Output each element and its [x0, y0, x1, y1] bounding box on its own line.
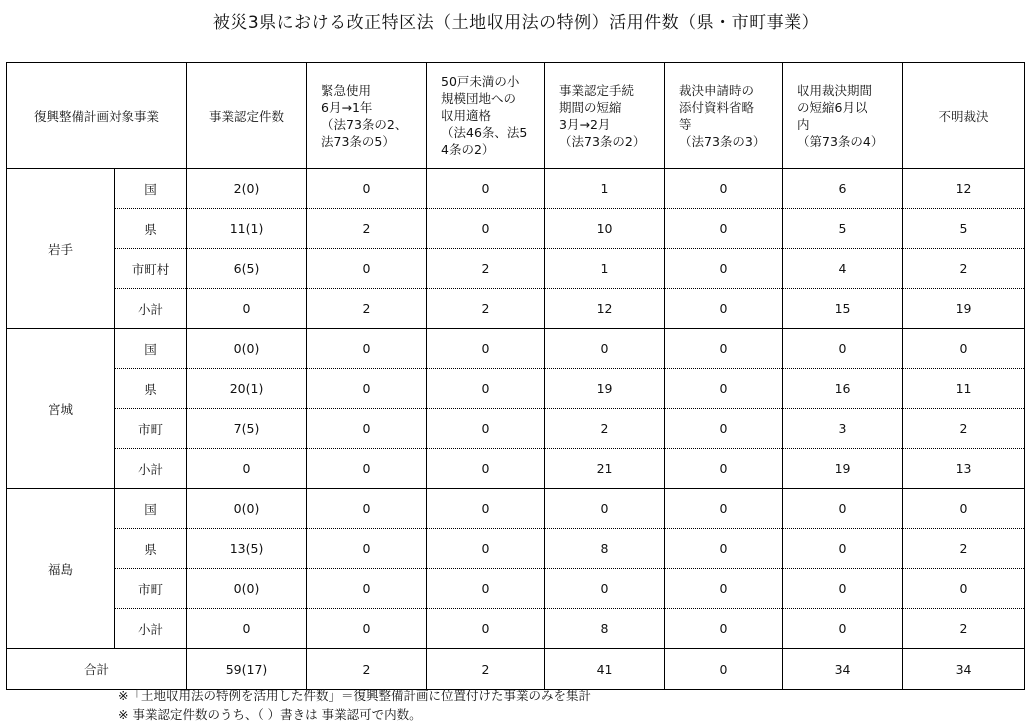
table-row — [7, 449, 1025, 489]
table-cell: 0 — [427, 369, 545, 409]
project-type-label: 国 — [115, 329, 187, 369]
table-cell: 0 — [307, 489, 427, 529]
table-cell: 2 — [903, 529, 1025, 569]
prefecture-label: 宮城 — [7, 329, 115, 489]
table-cell: 0 — [665, 409, 783, 449]
table-cell: 0 — [427, 209, 545, 249]
table-cell: 2 — [545, 409, 665, 449]
table-cell: 2 — [427, 289, 545, 329]
project-type-label: 県 — [115, 209, 187, 249]
project-type-label: 市町 — [115, 569, 187, 609]
header-approval-count: 事業認定件数 — [187, 63, 307, 169]
total-cell: 0 — [665, 649, 783, 690]
table-cell: 19 — [903, 289, 1025, 329]
table-cell: 2 — [427, 249, 545, 289]
project-type-label: 国 — [115, 169, 187, 209]
table-cell: 6 — [783, 169, 903, 209]
prefecture-label: 岩手 — [7, 169, 115, 329]
table-cell: 0 — [187, 609, 307, 649]
table-cell: 13 — [903, 449, 1025, 489]
table-cell: 0 — [665, 609, 783, 649]
table-cell: 0 — [783, 569, 903, 609]
table-cell: 0(0) — [187, 489, 307, 529]
table-cell: 0 — [307, 169, 427, 209]
table-row — [7, 329, 1025, 369]
table-cell: 0 — [307, 569, 427, 609]
table-cell: 0 — [665, 329, 783, 369]
table-cell: 0 — [665, 289, 783, 329]
table-cell: 0 — [665, 449, 783, 489]
total-cell: 34 — [783, 649, 903, 690]
project-type-label: 国 — [115, 489, 187, 529]
table-cell: 2 — [903, 609, 1025, 649]
header-unknown-ruling: 不明裁決 — [903, 63, 1025, 169]
table-cell: 6(5) — [187, 249, 307, 289]
table-cell: 5 — [903, 209, 1025, 249]
table-row — [7, 249, 1025, 289]
table-cell: 0 — [427, 529, 545, 569]
table-cell: 3 — [783, 409, 903, 449]
table-cell: 13(5) — [187, 529, 307, 569]
table-cell: 10 — [545, 209, 665, 249]
table-cell: 2 — [307, 209, 427, 249]
project-type-label: 県 — [115, 529, 187, 569]
header-approval-shortening: 事業認定手続 期間の短縮 3月→2月 （法73条の2） — [545, 63, 665, 169]
table-cell: 0(0) — [187, 569, 307, 609]
table-row — [7, 369, 1025, 409]
header-target-project: 復興整備計画対象事業 — [7, 63, 187, 169]
table-cell: 0 — [427, 569, 545, 609]
table-cell: 2(0) — [187, 169, 307, 209]
header-emergency-use: 緊急使用 6月→1年 （法73条の2、 法73条の5） — [307, 63, 427, 169]
table-cell: 0 — [427, 449, 545, 489]
table-cell: 21 — [545, 449, 665, 489]
table-cell: 0 — [545, 569, 665, 609]
table-cell: 0 — [903, 489, 1025, 529]
total-cell: 2 — [307, 649, 427, 690]
table-cell: 0 — [665, 489, 783, 529]
table-cell: 2 — [307, 289, 427, 329]
table-row — [7, 609, 1025, 649]
table-cell: 0 — [307, 529, 427, 569]
project-type-label: 市町村 — [115, 249, 187, 289]
total-label: 合計 — [7, 649, 187, 690]
table-cell: 0 — [427, 329, 545, 369]
table-cell: 0 — [427, 489, 545, 529]
total-cell: 41 — [545, 649, 665, 690]
table-row — [7, 529, 1025, 569]
table-row — [7, 569, 1025, 609]
table-cell: 0 — [307, 449, 427, 489]
table-cell: 1 — [545, 169, 665, 209]
table-cell: 7(5) — [187, 409, 307, 449]
project-type-label: 市町 — [115, 409, 187, 449]
table-cell: 0 — [187, 289, 307, 329]
total-cell: 2 — [427, 649, 545, 690]
table-cell: 1 — [545, 249, 665, 289]
table-row — [7, 209, 1025, 249]
header-row — [7, 63, 1025, 169]
table-cell: 0 — [307, 249, 427, 289]
table-cell: 0 — [783, 609, 903, 649]
project-type-label: 小計 — [115, 609, 187, 649]
table-cell: 0 — [665, 249, 783, 289]
table-cell: 0 — [187, 449, 307, 489]
page-title: 被災3県における改正特区法（土地収用法の特例）活用件数（県・市町事業） — [212, 13, 820, 33]
table-cell: 0 — [307, 329, 427, 369]
table-cell: 11 — [903, 369, 1025, 409]
table-cell: 0 — [665, 209, 783, 249]
table-row — [7, 169, 1025, 209]
table-cell: 0 — [545, 329, 665, 369]
table-cell: 0 — [427, 169, 545, 209]
table-cell: 0 — [307, 369, 427, 409]
table-cell: 0 — [307, 409, 427, 449]
table-cell: 2 — [903, 409, 1025, 449]
table-cell: 20(1) — [187, 369, 307, 409]
table-cell: 0 — [665, 369, 783, 409]
table-cell: 12 — [903, 169, 1025, 209]
prefecture-label: 福島 — [7, 489, 115, 649]
table-cell: 0 — [427, 409, 545, 449]
table-cell: 0 — [665, 169, 783, 209]
project-type-label: 小計 — [115, 289, 187, 329]
project-type-label: 県 — [115, 369, 187, 409]
total-row — [7, 649, 1025, 690]
table-row — [7, 289, 1025, 329]
table-row — [7, 489, 1025, 529]
table-cell: 15 — [783, 289, 903, 329]
footnote: ※ 事業認定件数のうち、（ ）書きは 事業認可で内数。 — [118, 707, 422, 722]
footnotes — [118, 686, 591, 724]
table-cell: 0 — [783, 329, 903, 369]
table-cell: 0 — [307, 609, 427, 649]
table-cell: 19 — [783, 449, 903, 489]
table-cell: 8 — [545, 609, 665, 649]
table-cell: 0 — [783, 529, 903, 569]
project-type-label: 小計 — [115, 449, 187, 489]
table-cell: 8 — [545, 529, 665, 569]
table-cell: 19 — [545, 369, 665, 409]
header-attachment-omission: 裁決申請時の 添付資料省略 等 （法73条の3） — [665, 63, 783, 169]
table-cell: 2 — [903, 249, 1025, 289]
table-cell: 5 — [783, 209, 903, 249]
total-cell: 34 — [903, 649, 1025, 690]
table-cell: 0 — [545, 489, 665, 529]
table-cell: 0 — [665, 529, 783, 569]
table-cell: 0 — [665, 569, 783, 609]
table-cell: 0 — [903, 569, 1025, 609]
total-cell: 59(17) — [187, 649, 307, 690]
header-small-housing: 50戸未満の小 規模団地への 収用適格 （法46条、法5 4条の2） — [427, 63, 545, 169]
results-table — [6, 62, 1025, 690]
footnote: ※「土地収用法の特例を活用した件数」＝復興整備計画に位置付けた事業のみを集計 — [118, 688, 591, 703]
table-cell: 16 — [783, 369, 903, 409]
table-cell: 0 — [427, 609, 545, 649]
table-cell: 11(1) — [187, 209, 307, 249]
table-cell: 4 — [783, 249, 903, 289]
table-cell: 0 — [903, 329, 1025, 369]
table-row — [7, 409, 1025, 449]
table-cell: 0 — [783, 489, 903, 529]
header-ruling-shortening: 収用裁決期間 の短縮6月以 内 （第73条の4） — [783, 63, 903, 169]
table-cell: 0(0) — [187, 329, 307, 369]
table-cell: 12 — [545, 289, 665, 329]
